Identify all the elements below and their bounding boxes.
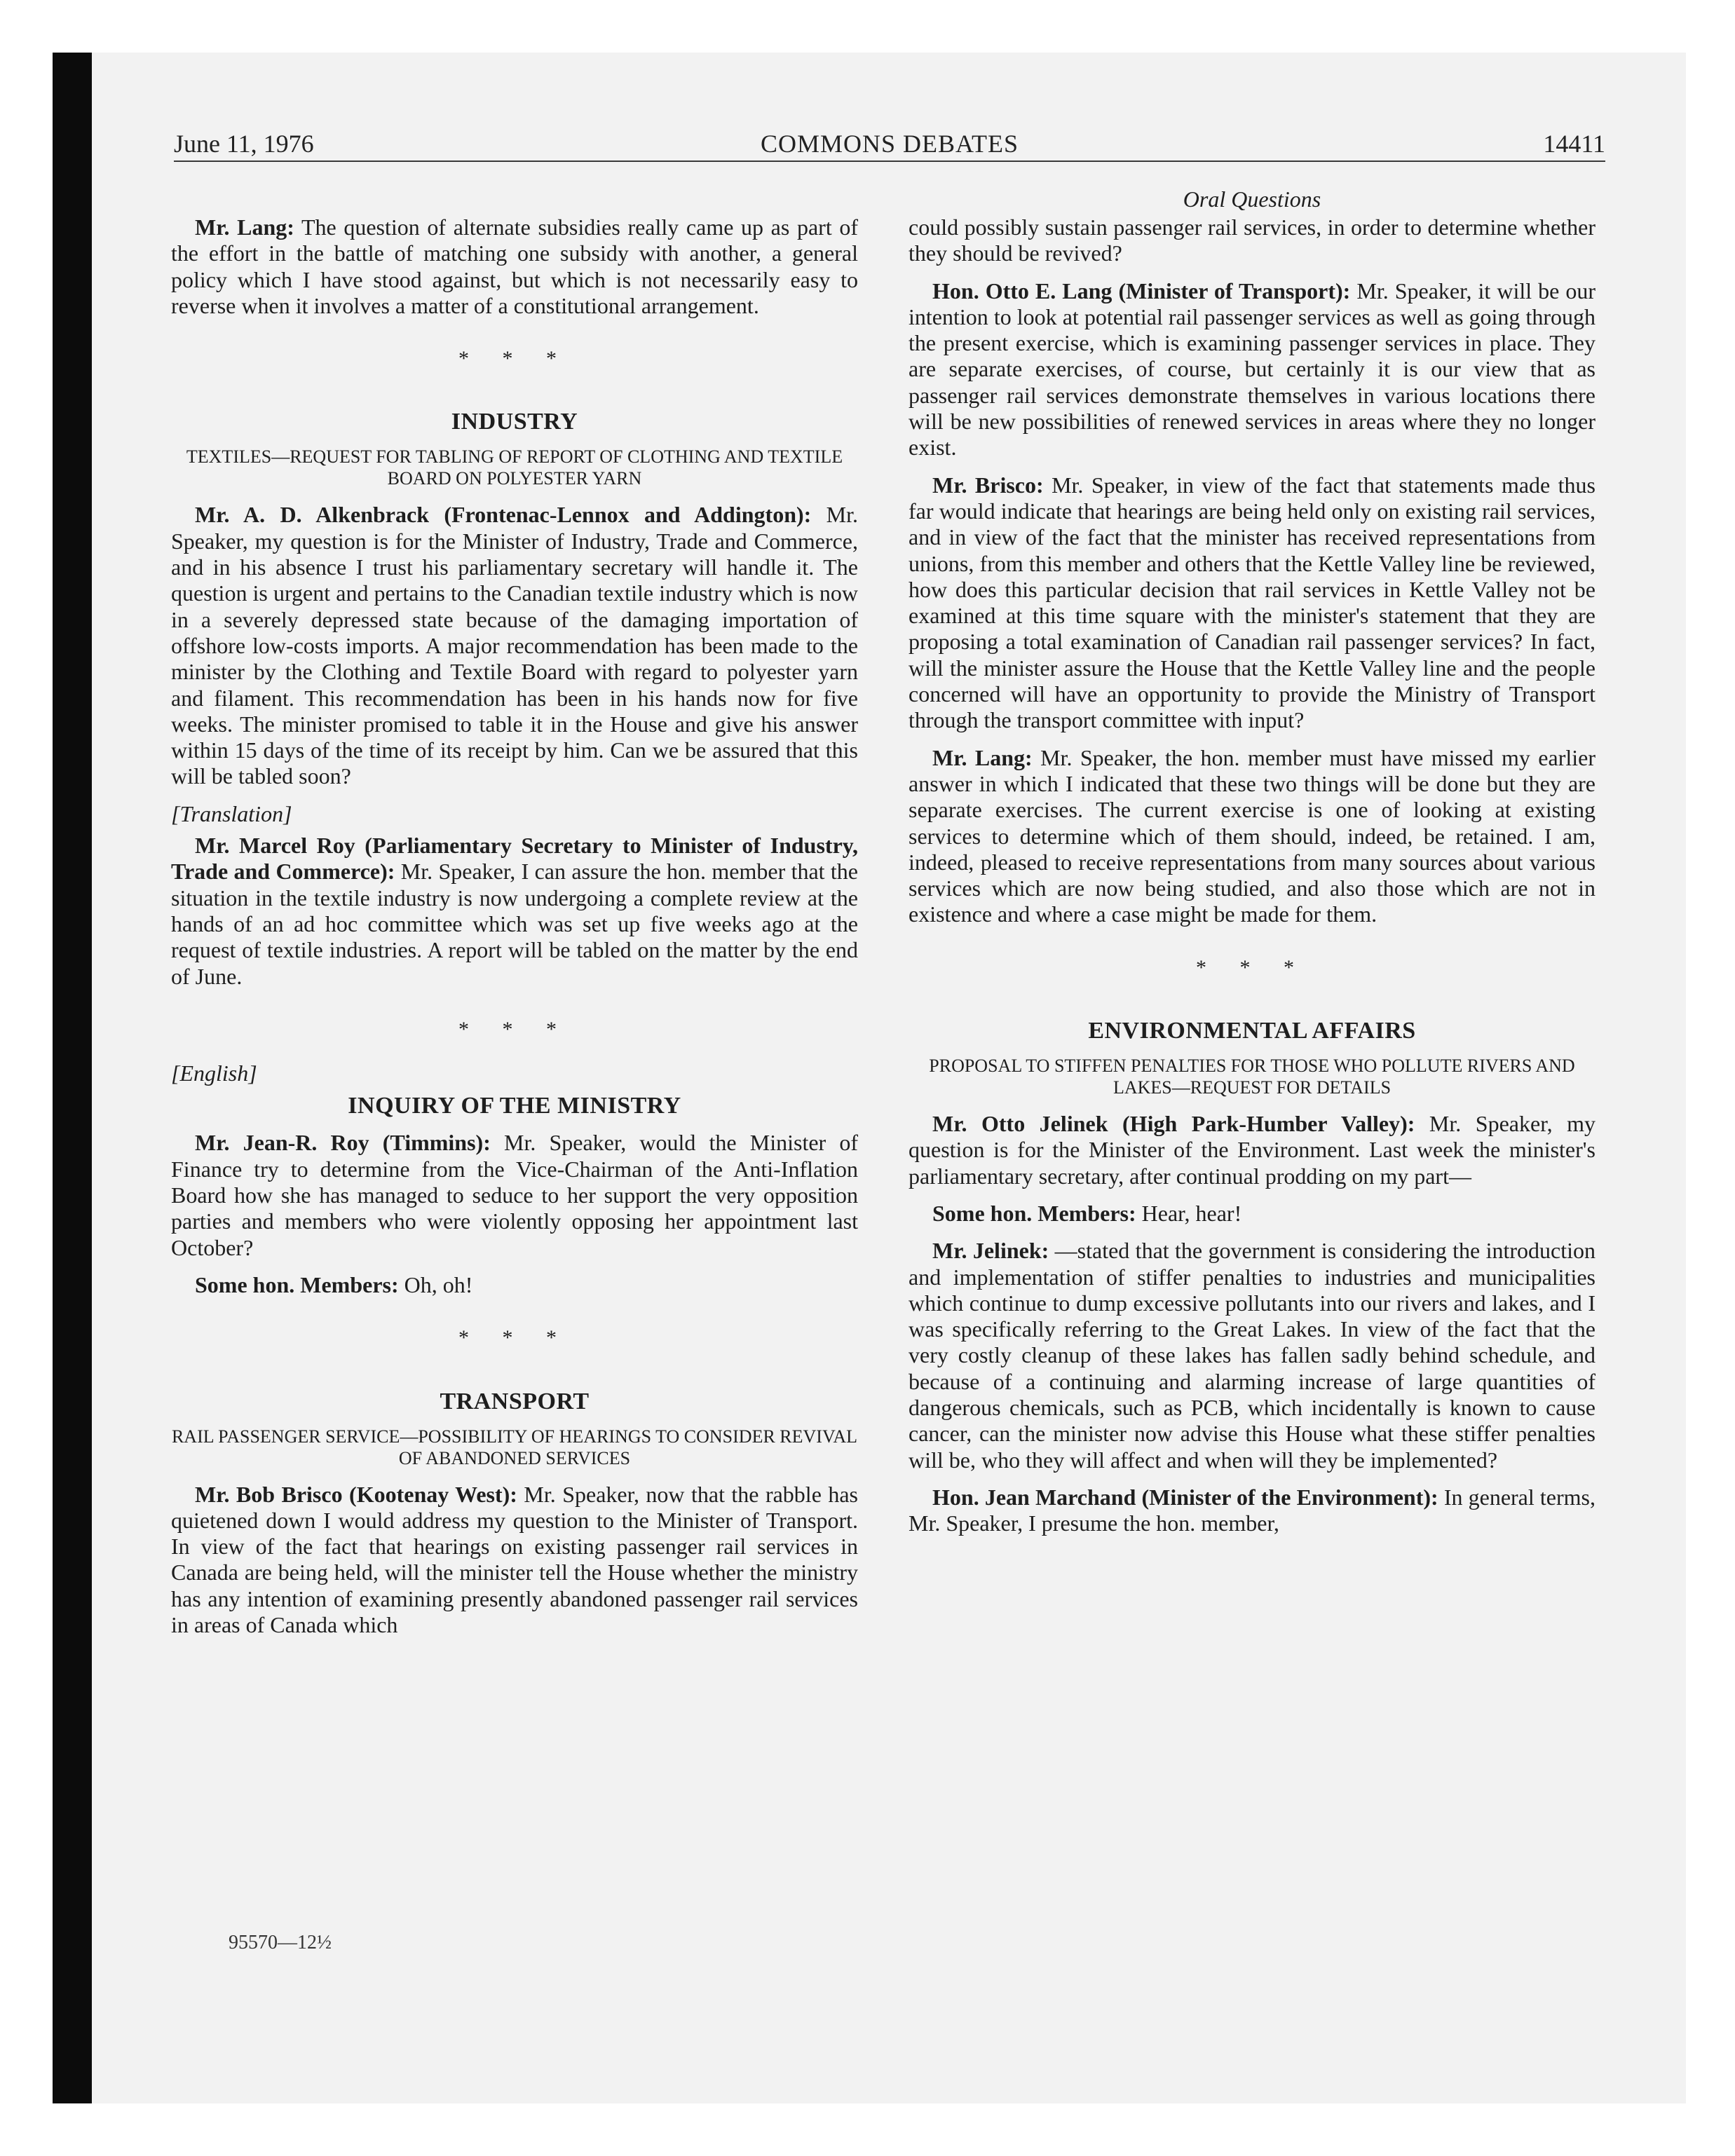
speaker-name: Hon. Otto E. Lang (Minister of Transport): xyxy=(932,278,1351,303)
section-separator: * * * xyxy=(458,347,571,371)
speech-text: Mr. Speaker, the hon. member must have missed my earlier answer in which I indicated that these two things will be done but they are separate exercises. The current exercise is one of looking at existing services to determine which of them should, indeed, be retained. I am, indeed, pleased to receive representations from many sources about various services which are now being studied, and also those which are not in existence and where a case might be made for them. xyxy=(909,744,1596,927)
speaker-name: Mr. A. D. Alkenbrack (Frontenac-Lennox and Addington): xyxy=(195,502,812,528)
section-title-industry: INDUSTRY xyxy=(451,409,578,435)
print-job-number: 95570—12½ xyxy=(229,1932,332,1953)
speech-text: Mr. Speaker, my question is for the Minister of the Environment. Last week the minister's parliamentary secretary, after continual prodding on my part— xyxy=(909,1111,1596,1189)
page-header xyxy=(174,130,1605,162)
speech-text: Mr. Speaker, I can assure the hon. member that the situation in the textile industry is now undergoing a complete review at the hands of an ad hoc committee which was set up five weeks ago at the request of textile industries. A report will be tabled on the matter by the end of June. xyxy=(171,859,859,989)
scan-binding-edge xyxy=(53,53,92,2103)
section-title-transport: TRANSPORT xyxy=(440,1388,590,1414)
speech-text: Mr. Speaker, would the Minister of Finance try to determine from the Vice-Chairman of the Anti-Inflation Board how she has managed to seduce to her support the very opposition parties and members who were violently opposing her appointment last October? xyxy=(171,1130,858,1260)
header-title: COMMONS DEBATES xyxy=(760,130,1019,158)
subsection-title-rail-passenger: RAIL PASSENGER SERVICE—POSSIBILITY OF HEARINGS TO CONSIDER REVIVAL OF ABANDONED SERVICES xyxy=(171,1426,858,1468)
right-column xyxy=(909,185,1595,1548)
translation-marker: [Translation] xyxy=(171,800,292,826)
paragraph-jean-roy xyxy=(171,1130,858,1260)
speech-text: Oh, oh! xyxy=(398,1271,473,1297)
section-separator: * * * xyxy=(458,1326,571,1350)
speech-text: Mr. Speaker, in view of the fact that statements made thus far would indicate that hearings are being held only on existing rail services, and in view of the fact that the minister has received representations from unions, from this member and others that the Kettle Valley line be reviewed, how does this particular decision that rail services in Kettle Valley not be examined at this time square with the minister's statement that they are proposing a total examination of Canadian rail passenger services? In fact, will the minister assure the House that the Kettle Valley line and the people concerned will have an opportunity to provide the Ministry of Transport through the transport committee with input? xyxy=(909,472,1596,733)
paragraph-otto-lang xyxy=(909,278,1595,461)
english-marker: [English] xyxy=(171,1060,257,1086)
speech-text: Hear, hear! xyxy=(1136,1200,1242,1226)
speaker-name: Mr. Lang: xyxy=(932,744,1033,770)
speech-text: Mr. Speaker, now that the rabble has quietened down I would address my question to the Minister of Transport. In view of the fact that hearings on existing passenger rail services in Canada are being held, will the minister tell the House whether the ministry has any intention of examining presently abandoned passenger rail services in areas of Canada which xyxy=(171,1481,859,1637)
subsection-title-pollution: PROPOSAL TO STIFFEN PENALTIES FOR THOSE WHO POLLUTE RIVERS AND LAKES—REQUEST FOR DETAILS xyxy=(929,1056,1575,1098)
paragraph-lang-subsidies xyxy=(171,214,858,319)
paragraph-jelinek xyxy=(909,1111,1595,1189)
paragraph-continuation: could possibly sustain passenger rail services, in order to determine whether they should be revived? xyxy=(909,214,1595,266)
paragraph-brisco-followup xyxy=(909,472,1595,734)
paragraph-marcel-roy xyxy=(171,833,858,990)
paragraph-members-interjection xyxy=(171,1272,858,1298)
speaker-name: Mr. Brisco: xyxy=(932,472,1044,498)
subsection-title-textiles: TEXTILES—REQUEST FOR TABLING OF REPORT OF CLOTHING AND TEXTILE BOARD ON POLYESTER YARN xyxy=(186,446,843,489)
paragraph-brisco xyxy=(171,1482,858,1639)
speaker-name: Mr. Lang: xyxy=(195,214,294,240)
header-date: June 11, 1976 xyxy=(174,130,314,158)
speaker-name: Mr. Otto Jelinek (High Park-Humber Valley): xyxy=(932,1111,1415,1137)
speaker-name: Some hon. Members: xyxy=(195,1271,399,1297)
header-page-number: 14411 xyxy=(1543,130,1605,158)
section-title-environment: ENVIRONMENTAL AFFAIRS xyxy=(1088,1018,1416,1044)
speaker-name: Mr. Bob Brisco (Kootenay West): xyxy=(195,1481,517,1507)
speech-text: Mr. Speaker, it will be our intention to look at potential rail passenger services as well as going through the present exercise, which is examining passenger services in place. They are separate exercises, of course, but certainly it is our view that as passenger rail services demonstrate themselves in various locations there will be new possibilities of renewed services in areas where they no longer exist. xyxy=(909,278,1596,460)
speaker-name: Mr. Marcel Roy (Parliamentary Secretary to Minister of Industry, Trade and Commerce): xyxy=(171,833,858,885)
speaker-name: Some hon. Members: xyxy=(932,1200,1136,1226)
speaker-name: Mr. Jelinek: xyxy=(932,1238,1049,1264)
paragraph-lang-reply xyxy=(909,745,1595,928)
section-separator: * * * xyxy=(1196,955,1308,979)
paragraph-alkenbrack xyxy=(171,502,858,789)
speech-text: —stated that the government is considering the introduction and implementation of stiffer penalties to industries and municipalities which continue to dump excessive pollutants into our rivers and lakes, and I was specifically referring to the Great Lakes. In view of the fact that the very costly cleanup of these lakes has fallen sadly behind schedule, and because of a continuing and alarming increase of large quantities of dangerous chemicals, such as PCB, which incidentally is known to cause cancer, can the minister now advise this House what these stiffer penalties will be, who they will affect and when will they be implemented? xyxy=(909,1238,1595,1473)
paragraph-marchand xyxy=(909,1485,1595,1537)
left-column xyxy=(171,214,858,1649)
speaker-name: Hon. Jean Marchand (Minister of the Environment): xyxy=(932,1484,1438,1510)
paragraph-jelinek-question xyxy=(909,1238,1595,1473)
paragraph-members-interjection xyxy=(909,1201,1595,1227)
running-head: Oral Questions xyxy=(1183,186,1321,212)
speech-text: The question of alternate subsidies really came up as part of the effort in the battle of matching one subsidy with another, a general policy which I have stood against, but which is not necessarily easy to reverse when it involves a matter of a constitutional arrangement. xyxy=(171,214,859,318)
speaker-name: Mr. Jean-R. Roy (Timmins): xyxy=(195,1130,491,1156)
section-title-inquiry: INQUIRY OF THE MINISTRY xyxy=(348,1093,681,1119)
speech-text: Mr. Speaker, my question is for the Minister of Industry, Trade and Commerce, and in his absence I trust his parliamentary secretary will handle it. The question is urgent and pertains to the Canadian textile industry which is now in a severely depressed state because of the damaging importation of offshore low-costs imports. A major recommendation has been made to the minister by the Clothing and Textile Board with regard to polyester yarn and filament. This recommendation has been in his hands now for five weeks. The minister promised to table it in the House and give his answer within 15 days of the time of its receipt by him. Can we be assured that this will be tabled soon? xyxy=(171,502,859,789)
speech-text: In general terms, Mr. Speaker, I presume the hon. member, xyxy=(909,1484,1596,1536)
section-separator: * * * xyxy=(458,1017,571,1041)
